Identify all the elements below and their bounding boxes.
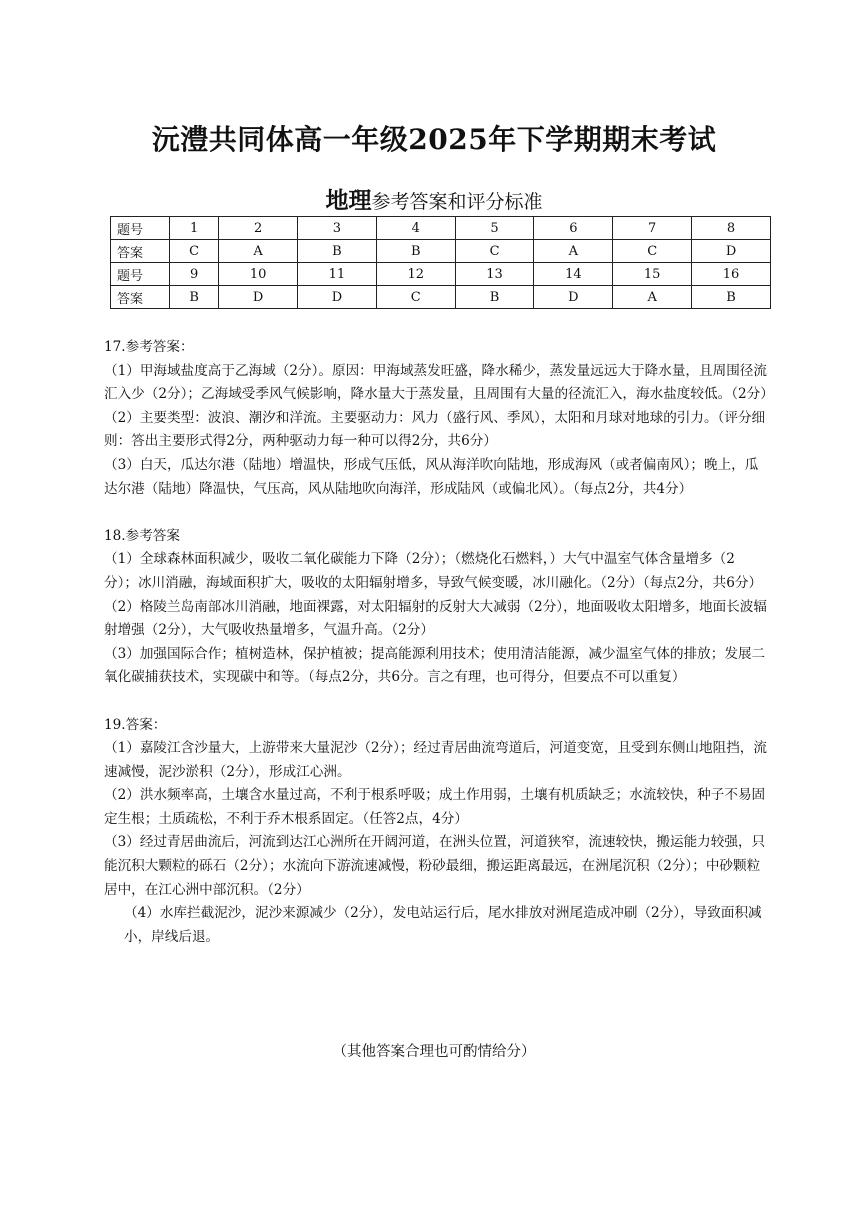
answer-table-row xyxy=(111,286,771,309)
q18-heading: 18.参考答案 xyxy=(104,527,180,544)
answer-table-cell: 7 xyxy=(613,217,692,240)
q19-part2: （2）洪水频率高，土壤含水量过高，不利于根系呼吸；成土作用弱，土壤有机质缺乏；水流较快，种子不易固定生根；土质疏松，不利于乔木根系固定。（任答2点，4分） xyxy=(104,787,766,827)
section-gap xyxy=(104,690,768,714)
row-label: 答案 xyxy=(111,286,170,309)
answer-table-cell: B xyxy=(455,286,534,309)
answer-table xyxy=(110,216,771,309)
answer-table-cell: 6 xyxy=(534,217,613,240)
answer-table-cell: 16 xyxy=(692,263,771,286)
q19-part1: （1）嘉陵江含沙量大，上游带来大量泥沙（2分）；经过青居曲流弯道后，河道变宽，且受到东侧山地阻挡，流速减慢，泥沙淤积（2分），形成江心洲。 xyxy=(104,740,767,780)
answer-body xyxy=(104,336,774,949)
answer-table-cell: A xyxy=(534,240,613,263)
answer-table-row xyxy=(111,217,771,240)
row-label: 答案 xyxy=(111,240,170,263)
q17-part1: （1）甲海域盐度高于乙海域（2分）。原因：甲海域蒸发旺盛，降水稀少，蒸发量远远大于降水量，且周围径流汇入少（2分）；乙海域受季风气候影响，降水量大于蒸发量，且周围有大量的径流汇入，海水盐度较低。（2分） xyxy=(104,362,774,403)
answer-table-cell: 2 xyxy=(219,217,298,240)
answer-table-cell: 11 xyxy=(298,263,377,286)
exam-title: 沅澧共同体高一年级2025年下学期期末考试 xyxy=(151,123,717,156)
answer-table-cell: 5 xyxy=(455,217,534,240)
answer-table-cell: B xyxy=(376,240,455,263)
answer-table-row xyxy=(111,263,771,286)
answer-table-cell: B xyxy=(170,286,219,309)
row-label: 题号 xyxy=(111,263,170,286)
q19-part4: （4）水库拦截泥沙，泥沙来源减少（2分），发电站运行后，尾水排放对洲尾造成冲刷（2分），导致面积减小，岸线后退。 xyxy=(124,905,762,945)
section-gap xyxy=(104,501,768,525)
q19-heading: 19.答案： xyxy=(104,716,167,733)
q17-heading: 17.参考答案： xyxy=(104,339,194,355)
answer-table-cell: C xyxy=(376,286,455,309)
answer-table-cell: A xyxy=(613,286,692,309)
answer-table-cell: D xyxy=(534,286,613,309)
subject-name: 地理 xyxy=(325,187,372,214)
answer-table-cell: D xyxy=(219,286,298,309)
q17-part2: （2）主要类型：波浪、潮汐和洋流。主要驱动力：风力（盛行风、季风），太阳和月球对地球的引力。（评分细则：答出主要形式得2分，两种驱动力每一种可以得2分，共6分） xyxy=(104,409,766,450)
q17-part3: （3）白天，瓜达尔港（陆地）增温快，形成气压低，风从海洋吹向陆地，形成海风（或者偏南风）；晚上，瓜达尔港（陆地）降温快，气压高，风从陆地吹向海洋，形成陆风（或偏北风）。（每点2分，共4分） xyxy=(104,456,759,497)
q18-part3: （3）加强国际合作；植树造林，保护植被；提高能源利用技术；使用清洁能源，减少温室气体的排放；发展二氧化碳捕获技术，实现碳中和等。（每点2分，共6分。言之有理，也可得分，但要点不可以重复） xyxy=(104,645,766,686)
answer-table-cell: 13 xyxy=(455,263,534,286)
answer-table-cell: C xyxy=(170,240,219,263)
answer-table-cell: A xyxy=(219,240,298,263)
answer-table-cell: 1 xyxy=(170,217,219,240)
answer-table-cell: 12 xyxy=(376,263,455,286)
answer-table-cell: C xyxy=(613,240,692,263)
row-label: 题号 xyxy=(111,217,170,240)
exam-subtitle xyxy=(0,182,868,215)
answer-table-row xyxy=(111,240,771,263)
q19-part3: （3）经过青居曲流后，河流到达江心洲所在开阔河道，在洲头位置，河道狭窄，流速较快，搬运能力较强，只能沉积大颗粒的砾石（2分）；水流向下游流速减慢，粉砂最细，搬运距离最远，在洲尾沉积（2分）；中砂颗粒居中，在江心洲中部沉积。（2分） xyxy=(104,834,766,898)
answer-table-cell: 4 xyxy=(376,217,455,240)
answer-table-cell: 3 xyxy=(298,217,377,240)
answer-table-cell: C xyxy=(455,240,534,263)
answer-table-cell: B xyxy=(692,286,771,309)
footer-note: （其他答案合理也可酌情给分） xyxy=(332,1044,536,1060)
answer-table-cell: 14 xyxy=(534,263,613,286)
q18-part1: （1）全球森林面积减少，吸收二氧化碳能力下降（2分）；（燃烧化石燃料，）大气中温室气体含量增多（2分）；冰川消融，海域面积扩大，吸收的太阳辐射增多，导致气候变暖，冰川融化。（2分）（每点2分，共6分） xyxy=(104,551,763,591)
answer-table-cell: 10 xyxy=(219,263,298,286)
answer-table-cell: D xyxy=(692,240,771,263)
answer-table-cell: 9 xyxy=(170,263,219,286)
answer-table-cell: 15 xyxy=(613,263,692,286)
answer-table-cell: 8 xyxy=(692,217,771,240)
answer-table-cell: D xyxy=(298,286,377,309)
q18-part2: （2）格陵兰岛南部冰川消融，地面裸露，对太阳辐射的反射大大减弱（2分），地面吸收太阳增多，地面长波辐射增强（2分），大气吸收热量增多，气温升高。（2分） xyxy=(104,598,767,639)
answer-table-cell: B xyxy=(298,240,377,263)
subtitle-text: 参考答案和评分标准 xyxy=(371,191,543,213)
